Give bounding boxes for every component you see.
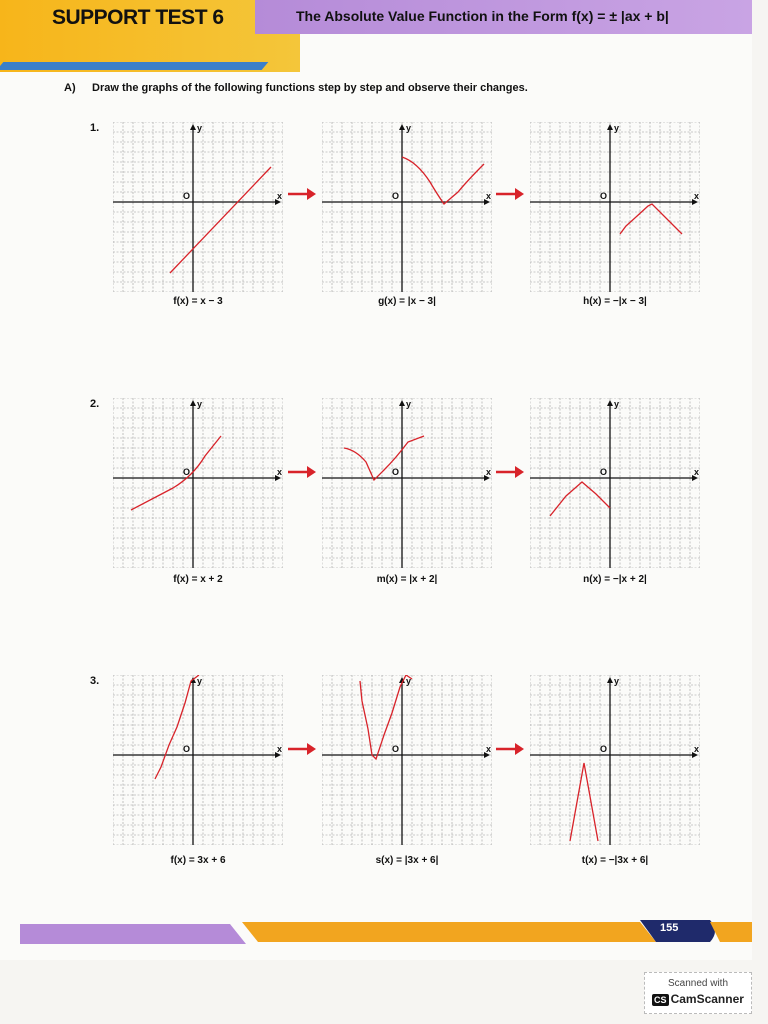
camscanner-name [645, 992, 751, 1006]
function-label: s(x) = |3x + 6| [375, 855, 439, 866]
x-axis-label: x [277, 744, 283, 754]
right-arrow-icon [287, 187, 317, 201]
x-axis-label: x [486, 744, 492, 754]
y-axis-label: y [406, 399, 412, 409]
y-axis-arrow-icon [399, 400, 405, 406]
x-axis-label: x [694, 191, 700, 201]
y-axis-arrow-icon [399, 124, 405, 130]
y-axis-arrow-icon [190, 124, 196, 130]
function-label: t(x) = −|3x + 6| [581, 855, 649, 866]
graph-panel [322, 398, 492, 568]
function-label: n(x) = −|x + 2| [583, 574, 647, 585]
red-curve [360, 675, 412, 759]
test-title: SUPPORT TEST 6 [52, 6, 224, 29]
graph-panel [530, 675, 700, 845]
header-blue-stripe [0, 62, 268, 70]
origin-label: O [183, 744, 191, 754]
origin-label: O [600, 744, 608, 754]
test-subtitle: The Absolute Value Function in the Form f(x) = ± |ax + b| [296, 8, 669, 24]
row-number: 2. [90, 398, 100, 410]
y-axis-label: y [614, 399, 620, 409]
origin-label: O [183, 191, 191, 201]
right-arrow-icon [495, 187, 525, 201]
graph-panel [530, 398, 700, 568]
function-label: f(x) = x − 3 [173, 296, 223, 307]
y-axis-arrow-icon [607, 400, 613, 406]
function-label: h(x) = −|x − 3| [583, 296, 647, 307]
y-axis-label: y [614, 123, 620, 133]
function-label: f(x) = 3x + 6 [170, 855, 226, 866]
right-arrow-icon [495, 742, 525, 756]
x-axis-label: x [277, 191, 283, 201]
red-curve [620, 204, 682, 234]
y-axis-arrow-icon [190, 400, 196, 406]
y-axis-label: y [197, 399, 203, 409]
instruction-text: Draw the graphs of the following functions step by step and observe their changes. [92, 82, 528, 94]
x-axis-label: x [277, 467, 283, 477]
y-axis-label: y [406, 123, 412, 133]
x-axis-label: x [486, 467, 492, 477]
y-axis-label: y [197, 676, 203, 686]
function-label: m(x) = |x + 2| [376, 574, 438, 585]
x-axis-label: x [694, 467, 700, 477]
row-number: 3. [90, 675, 100, 687]
origin-label: O [392, 744, 400, 754]
graph-panel [322, 675, 492, 845]
red-line [131, 436, 221, 510]
camscanner-watermark [644, 972, 752, 1014]
y-axis-arrow-icon [607, 124, 613, 130]
scanned-with-text: Scanned with [667, 978, 729, 989]
graph-panel [113, 398, 283, 568]
y-axis-label: y [406, 676, 412, 686]
red-line [170, 167, 271, 273]
origin-label: O [600, 467, 608, 477]
footer-band [20, 918, 752, 944]
instruction [64, 82, 528, 94]
y-axis-label: y [197, 123, 203, 133]
origin-label: O [600, 191, 608, 201]
right-arrow-icon [287, 465, 317, 479]
origin-label: O [183, 467, 191, 477]
row-number: 1. [90, 122, 100, 134]
origin-label: O [392, 467, 400, 477]
graph-panel [113, 122, 283, 292]
right-arrow-icon [495, 465, 525, 479]
page-number: 155 [660, 922, 679, 934]
instruction-letter: A) [64, 82, 76, 94]
camscanner-logo-icon: CS [654, 995, 667, 1005]
graph-panel [530, 122, 700, 292]
function-label: g(x) = |x − 3| [378, 296, 436, 307]
graph-panel [113, 675, 283, 845]
x-axis-label: x [694, 744, 700, 754]
graph-panel [322, 122, 492, 292]
origin-label: O [392, 191, 400, 201]
y-axis-arrow-icon [607, 677, 613, 683]
x-axis-label: x [486, 191, 492, 201]
camscanner-label: CamScanner [670, 992, 744, 1006]
function-label: f(x) = x + 2 [173, 574, 223, 585]
right-arrow-icon [287, 742, 317, 756]
y-axis-label: y [614, 676, 620, 686]
